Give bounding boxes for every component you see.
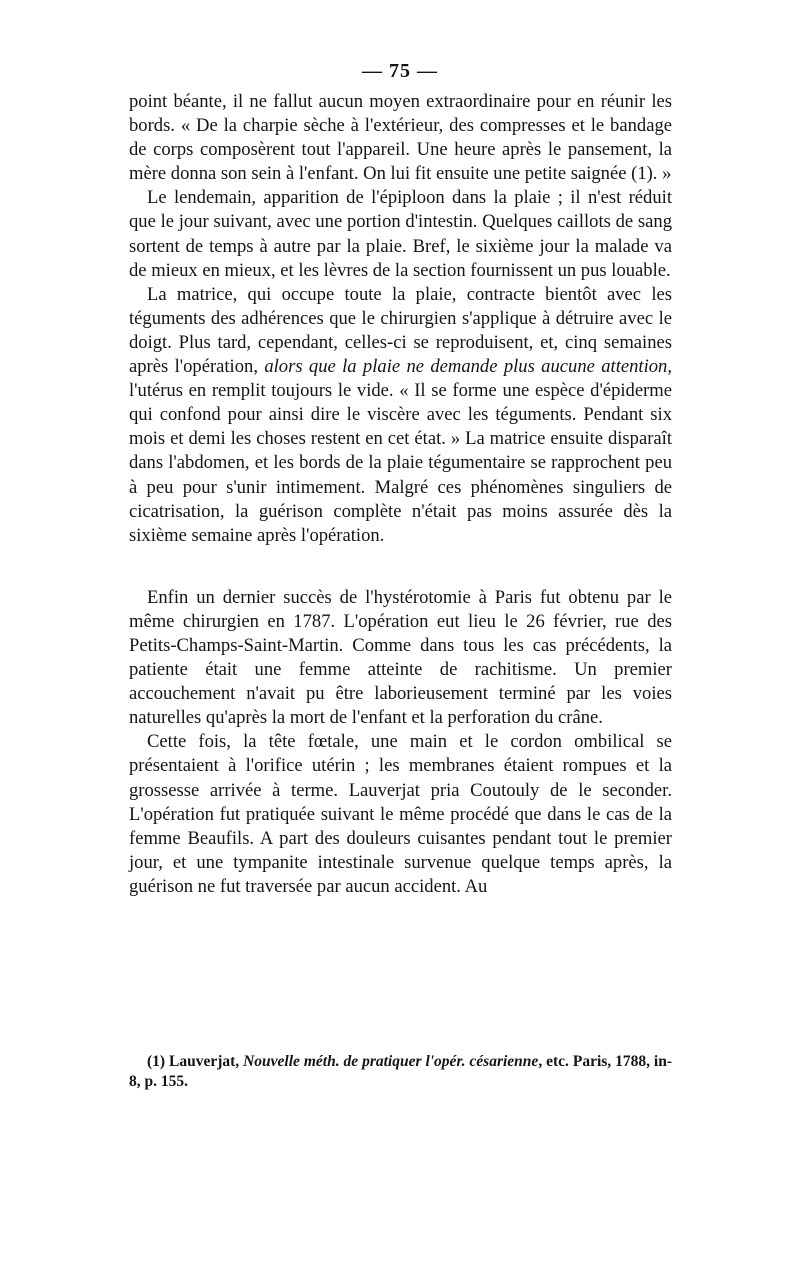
paragraph-2 (129, 186, 672, 282)
paragraph-1-text: point béante, il ne fallut aucun moyen extraordinaire pour en réunir les bords. « De la charpie sèche à l'extérieur, des compresses et le bandage de corps composèrent tout l'appareil. Une heure après le pansement, la mère donna son sein à l'enfant. On lui fit ensuite une petite saignée (1). » (129, 91, 672, 185)
paragraph-3-text-b: , l'utérus en remplit toujours le vide. « Il se forme une espèce d'épiderme qui confond pour ainsi dire le viscère avec les téguments. Pendant six mois et demi les choses restent en cet état. » La matrice ensuite disparaît dans l'abdomen, et les bords de la plaie tégumentaire se rapprochent peu à peu pour s'unir intimement. Malgré ces phénomènes singuliers de cicatrisation, la guérison complète n'était pas moins assurée dès la sixième semaine après l'opération. (129, 356, 672, 546)
paragraph-4-text: Enfin un dernier succès de l'hystérotomie à Paris fut obtenu par le même chirurgien en 1787. L'opération eut lieu le 26 février, rue des Petits-Champs-Saint-Martin. Comme dans tous les cas précédents, la patiente était une femme atteinte de rachitisme. Un premier accouchement n'avait pu être laborieusement terminé par les voies naturelles qu'après la mort de l'enfant et la perforation du crâne. (129, 586, 672, 729)
body-text (129, 90, 672, 899)
page-number: — 75 — (362, 60, 438, 82)
paragraph-2-text: Le lendemain, apparition de l'épiploon dans la plaie ; il n'est réduit que le jour suivant, avec une portion d'intestin. Quelques caillots de sang sortent de temps à autre par la plaie. Bref, le sixième jour la malade va de mieux en mieux, et les lèvres de la section fournissent un pus louable. (129, 187, 672, 281)
footnote-suffix: , etc. Paris, 1788, in-8, p. 155. (129, 1053, 672, 1090)
footnote-text (129, 1052, 672, 1092)
footnote-title: Nouvelle méth. de pratiquer l'opér. césarienne (243, 1053, 539, 1070)
paragraph-4 (129, 586, 672, 731)
paragraph-5-text: Cette fois, la tête fœtale, une main et le cordon ombilical se présentaient à l'orifice utérin ; les membranes étaient rompues et la grossesse arrivée à terme. Lauverjat pria Coutouly de le seconder. L'opération fut pratiquée suivant le même procédé que dans le cas de la femme Beaufils. A part des douleurs cuisantes pendant tout le premier jour, et une tympanite intestinale survenue quelque temps après, la guérison ne fut traversée par aucun accident. Au (129, 731, 672, 897)
footnote (129, 1052, 672, 1092)
paragraph-5 (129, 730, 672, 899)
paragraph-1 (129, 90, 672, 186)
footnote-prefix: (1) Lauverjat, (147, 1053, 244, 1070)
paragraph-3-italic: alors que la plaie ne demande plus aucune attention (264, 356, 668, 378)
paragraph-3 (129, 283, 672, 548)
paragraph-3-text-a: La matrice, qui occupe toute la plaie, contracte bientôt avec les téguments des adhérences que le chirurgien s'applique à détruire avec le doigt. Plus tard, cependant, celles-ci se reproduisent, et, cinq semaines après l'opération, (129, 283, 672, 378)
